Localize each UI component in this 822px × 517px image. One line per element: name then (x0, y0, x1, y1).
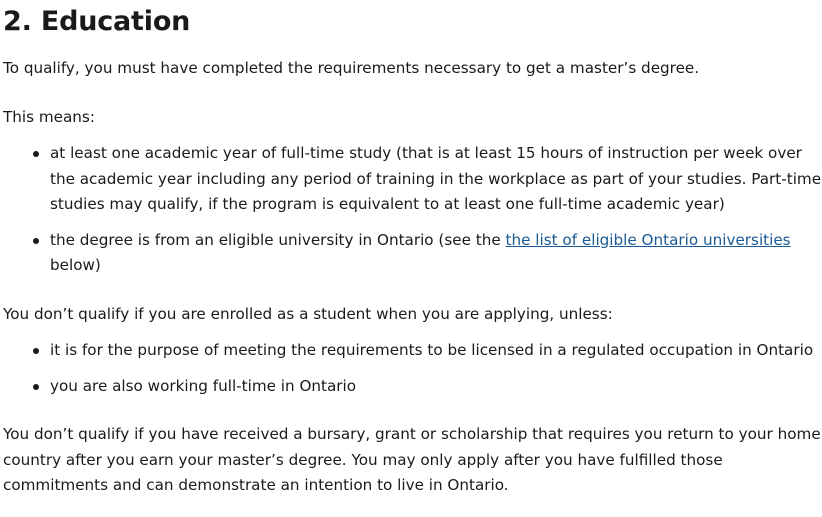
list-item-text-after: below) (50, 256, 101, 274)
enrolled-paragraph: You don’t qualify if you are enrolled as a student when you are applying, unless: (3, 304, 613, 323)
requirements-list (3, 141, 822, 279)
list-item-text: at least one academic year of full-time study (that is at least 15 hours of instruction per week over the academic year including any period of training in the workplace as part of your studies. Part-time studies may qualify, if the program is equivalent to at least one full-time academic year) (50, 144, 822, 213)
list-item (3, 228, 822, 279)
list-item-text: it is for the purpose of meeting the requirements to be licensed in a regulated occupation in Ontario (50, 341, 814, 359)
list-item (3, 141, 822, 218)
list-item (3, 338, 822, 364)
eligible-universities-link[interactable]: the list of eligible Ontario universities (505, 230, 791, 249)
intro-paragraph: To qualify, you must have completed the requirements necessary to get a master’s degree. (3, 59, 700, 77)
list-item-text: you are also working full-time in Ontario (50, 376, 357, 395)
section-heading: 2. Education (3, 6, 191, 37)
list-item-text-before: the degree is from an eligible university in Ontario (see the (50, 230, 506, 249)
bursary-paragraph: You don’t qualify if you have received a bursary, grant or scholarship that requires you return to your home country after you earn your master’s degree. You may only apply after you have fulfilled those commitments and can demonstrate an intention to live in Ontario. (3, 425, 821, 494)
list-item (3, 374, 822, 400)
exceptions-list (3, 338, 822, 399)
means-label: This means: (3, 107, 95, 126)
